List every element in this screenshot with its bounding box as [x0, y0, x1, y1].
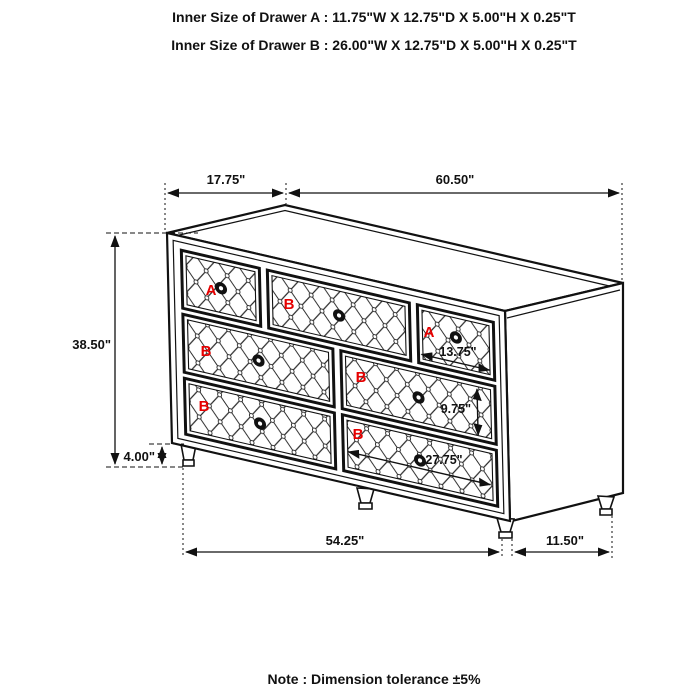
- front-center-foot: [359, 503, 372, 509]
- back-right-foot: [600, 509, 612, 515]
- drawer-a-spec-text: Inner Size of Drawer A : 11.75"W X 12.75"D X 5.00"H X 0.25"T: [172, 9, 576, 25]
- dresser-illustration: [167, 205, 623, 538]
- drawer-label-top-right: A: [423, 324, 435, 341]
- dim-overall-height: 38.50": [72, 337, 111, 352]
- dim-drawer-a-width: 13.75": [439, 345, 477, 359]
- drawer-label-bottom-right: B: [352, 426, 364, 443]
- back-right-leg: [598, 496, 614, 509]
- drawer-label-bottom-left: B: [198, 398, 210, 415]
- dresser-side-face: [505, 283, 623, 522]
- dim-top-depth: 17.75": [206, 172, 246, 187]
- front-left-foot: [183, 460, 194, 466]
- dim-side-leg-span: 11.50": [546, 533, 584, 548]
- dim-drawer-b-width: 27.75": [425, 453, 463, 467]
- dim-drawer-height: 9.75": [440, 402, 471, 416]
- dim-leg-height: 4.00": [123, 449, 155, 464]
- front-center-leg: [357, 488, 374, 503]
- tolerance-note: Note : Dimension tolerance ±5%: [267, 671, 481, 687]
- dim-top-width: 60.50": [435, 172, 475, 187]
- front-right-foot: [499, 532, 512, 538]
- drawer-label-top-left: A: [205, 282, 217, 299]
- dim-front-leg-span: 54.25": [325, 533, 365, 548]
- drawer-label-top-middle: B: [283, 296, 295, 313]
- drawer-label-middle-left: B: [200, 343, 212, 360]
- drawer-label-middle-right: B: [355, 369, 367, 386]
- drawer-b-spec-text: Inner Size of Drawer B : 26.00"W X 12.75"D X 5.00"H X 0.25"T: [171, 37, 577, 53]
